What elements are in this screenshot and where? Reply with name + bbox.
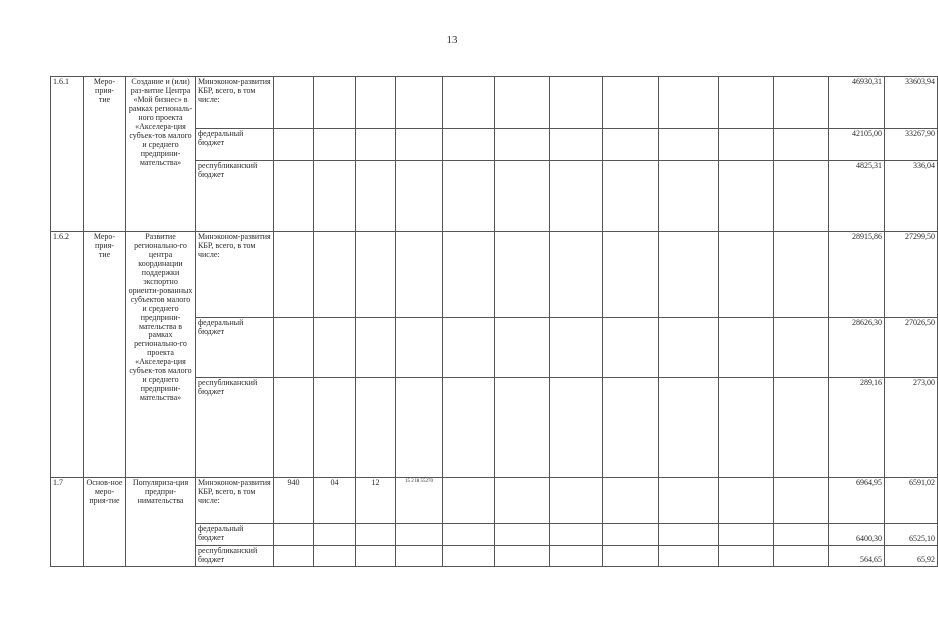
csr-code: 15 2 I8 55270: [396, 478, 443, 524]
line-label: федеральный бюджет: [196, 129, 274, 161]
amount-value: 4825,31: [829, 161, 885, 232]
row-status: Меро- прия- тие: [84, 77, 126, 232]
line-label: федеральный бюджет: [196, 318, 274, 378]
line-label: республиканский бюджет: [196, 161, 274, 232]
amount-value: 6525,10: [885, 524, 938, 546]
table-row: [51, 77, 938, 129]
line-label: федеральный бюджет: [196, 524, 274, 546]
row-status: Основ-ное меро-прия-тие: [84, 478, 126, 567]
row-name: Популяриза-ция предпри-нимательства: [126, 478, 196, 567]
row-status: Меро- прия- тие: [84, 232, 126, 478]
amount-value: 27299,50: [885, 232, 938, 318]
grbs-code: 940: [274, 478, 314, 524]
row-number: 1.6.2: [51, 232, 84, 478]
rz-code: 04: [314, 478, 356, 524]
line-label: республиканский бюджет: [196, 378, 274, 478]
amount-value: 6591,02: [885, 478, 938, 524]
budget-table: [50, 76, 938, 567]
line-label: Минэконом-развития КБР, всего, в том числе:: [196, 77, 274, 129]
page-number: 13: [446, 34, 458, 46]
pr-code: 12: [356, 478, 396, 524]
amount-value: 42105,00: [829, 129, 885, 161]
amount-value: 33267,90: [885, 129, 938, 161]
table-row: [51, 232, 938, 318]
row-number: 1.6.1: [51, 77, 84, 232]
amount-value: 28915,86: [829, 232, 885, 318]
line-label: республиканский бюджет: [196, 546, 274, 567]
amount-value: 46930,31: [829, 77, 885, 129]
amount-value: 28626,30: [829, 318, 885, 378]
amount-value: 65,92: [885, 546, 938, 567]
amount-value: 273,00: [885, 378, 938, 478]
amount-value: 27026,50: [885, 318, 938, 378]
amount-value: 33603,94: [885, 77, 938, 129]
table-row: [51, 478, 938, 524]
amount-value: 6400,30: [829, 524, 885, 546]
row-name: Развитие регионально-го центра координации поддержки экспортно ориенти-рованных субъектов малого и среднего предприни-мательства в рамках регионально-го проекта «Акселера-ция субъек-тов малого и среднего предприни-мательства»: [126, 232, 196, 478]
row-name: Создание и (или) раз-витие Центра «Мой бизнес» в рамках региональ-ного проекта «Акселера-ция субъек-тов малого и среднего предприни-мательства»: [126, 77, 196, 232]
amount-value: 289,16: [829, 378, 885, 478]
amount-value: 564,65: [829, 546, 885, 567]
amount-value: 336,04: [885, 161, 938, 232]
row-number: 1.7: [51, 478, 84, 567]
amount-value: 6964,95: [829, 478, 885, 524]
line-label: Минэконом-развития КБР, всего, в том числе:: [196, 232, 274, 318]
line-label: Минэконом-развития КБР, всего, в том числе:: [196, 478, 274, 524]
